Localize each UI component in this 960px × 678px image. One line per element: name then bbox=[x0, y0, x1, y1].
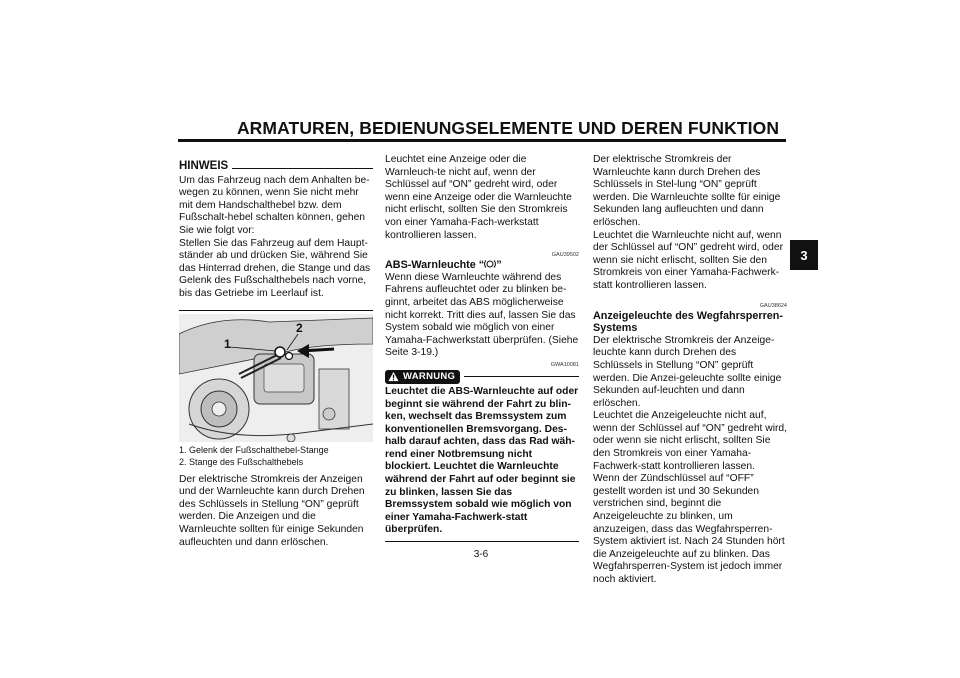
column-3 bbox=[593, 154, 787, 587]
section-code-immobilizer: GAU38624 bbox=[759, 302, 787, 309]
warning-label: WARNUNG bbox=[403, 370, 456, 382]
warning-header bbox=[385, 370, 579, 384]
abs-text: Wenn diese Warnleuchte während des Fahrens aufleuchtet oder zu blinken be-ginnt, arbeitet das ABS möglicherweise nicht korrekt. Tritt dies auf, lassen Sie das System sobald wie möglich von einer Yamaha-Fachwerkstatt überprüfen. (Siehe Seite 3-19.) bbox=[385, 271, 579, 359]
figure-label-2: 2 bbox=[296, 320, 303, 335]
caption-2: 2. Stange des Fußschalthebels bbox=[179, 457, 304, 468]
immobilizer-heading: Anzeigeleuchte des Wegfahrsperren-Systems bbox=[593, 309, 783, 335]
hinweis-text-2: Stellen Sie das Fahrzeug auf dem Haupt-ständer ab und drücken Sie, während Sie das Hinterrad drehen, die Stange und das Gelenk des Fußschalthebels nach vorne, bis das Getriebe im Leerlauf ist. bbox=[179, 237, 371, 299]
section-code-abs: GAU39502 bbox=[551, 252, 579, 259]
warning-text: Leuchtet die ABS-Warnleuchte auf oder beginnt sie während der Fahrt zu blin-ken, wechselt das Bremssystem zum konventionellen Bremsvorgang. Des-halb darauf achten, dass das Rad wäh-rend einer Notbremsung nicht blockiert. Leuchtet die Warnleuchte während der Fahrt auf oder beginnt sie zu blinken, lassen Sie das Bremssystem sobald wie möglich von einer Yamaha-Fachwerk-statt überprüfen. bbox=[385, 385, 579, 536]
shift-lever-figure bbox=[179, 314, 373, 442]
warning-badge bbox=[385, 370, 460, 384]
figure-captions bbox=[179, 444, 373, 469]
immobilizer-check-text: Der elektrische Stromkreis der Anzeige-leuchte kann durch Drehen des Schlüssels in Stellung “ON” geprüft werden. Die Anzei-geleuchte sollte einige Sekunden auf-leuchten und dann erlöschen. bbox=[593, 334, 782, 409]
circuit-check-text: Der elektrische Stromkreis der Anzeigen und der Warnleuchte kann durch Drehen des Schlüssels in Stellung “ON” geprüft werden. Die Anzeigen und die Warnleuchte sollten für einige Sekunden aufleuchten und dann erlöschen. bbox=[179, 473, 365, 548]
section-code-warning: GWA10081 bbox=[550, 361, 579, 368]
warning-light-failure-text: Leuchtet die Warnleuchte nicht auf, wenn der Schlüssel auf “ON” gedreht wird, oder wenn sie nicht erlischt, sollten Sie den Stromkreis von einer Yamaha-Fachwerk-statt kontrollieren lassen. bbox=[593, 229, 784, 291]
immobilizer-failure-text: Leuchtet die Anzeigeleuchte nicht auf, wenn der Schlüssel auf “ON” gedreht wird, oder wenn sie nicht erlischt, sollten Sie den Stromkreis von einer Yamaha-Fachwerk-statt kontrollieren lassen. bbox=[593, 410, 788, 472]
chapter-tab: 3 bbox=[790, 240, 818, 270]
warning-triangle-icon bbox=[388, 371, 399, 382]
header-rule bbox=[178, 139, 786, 142]
hinweis-label: HINWEIS bbox=[179, 160, 229, 172]
hinweis-end-rule bbox=[179, 310, 373, 311]
hinweis-header bbox=[179, 160, 373, 173]
immobilizer-activation-text: Wenn der Zündschlüssel auf “OFF” gestellt worden ist und 30 Sekunden verstrichen sind, beginnt die Anzeigeleuchte zu blinken, um anzuzeigen, dass das Wegfahrsperren-System aktiviert ist. Nach 24 Stunden hört die Anzeigeleuchte auf zu blinken. Das Wegfahrsperren-System ist jedoch immer noch aktiviert. bbox=[593, 473, 785, 585]
page-number: 3-6 bbox=[473, 549, 489, 560]
abs-heading-text: ABS-Warnleuchte “ bbox=[385, 259, 485, 272]
abs-heading bbox=[385, 259, 579, 272]
shift-lever-illustration bbox=[179, 314, 373, 442]
warning-rule bbox=[464, 376, 579, 377]
column-1 bbox=[179, 160, 373, 549]
warning-end-rule bbox=[385, 541, 579, 542]
page-header-title: ARMATUREN, BEDIENUNGSELEMENTE UND DEREN FUNKTION bbox=[236, 118, 780, 138]
warning-light-check-text: Der elektrische Stromkreis der Warnleuchte kann durch Drehen des Schlüssels in Stel-lung “ON” geprüft werden. Die Warnleuchte sollte für einige Sekunden lang aufleuchten und dann erlöschen. bbox=[593, 154, 781, 228]
caption-1: 1. Gelenk der Fußschalthebel-Stange bbox=[179, 444, 329, 455]
figure-label-1: 1 bbox=[224, 336, 231, 351]
column-2 bbox=[385, 154, 579, 542]
indicator-failure-text: Leuchtet eine Anzeige oder die Warnleuch-te nicht auf, wenn der Schlüssel auf “ON” gedreht wird, oder wenn eine Anzeige oder die Warnleuchte nicht erlischt, sollten Sie den Stromkreis von einer Yamaha-Fach-werkstatt kontrollieren lassen. bbox=[385, 154, 572, 241]
abs-warning-icon bbox=[484, 259, 496, 269]
abs-heading-close: ” bbox=[496, 259, 502, 272]
hinweis-rule bbox=[232, 168, 373, 169]
hinweis-text: Um das Fahrzeug nach dem Anhalten be-wegen zu können, wenn Sie nicht mehr mit dem Handschalthebel bzw. dem Fußschalt-hebel schalten können, gehen Sie wie folgt vor: bbox=[179, 174, 370, 236]
